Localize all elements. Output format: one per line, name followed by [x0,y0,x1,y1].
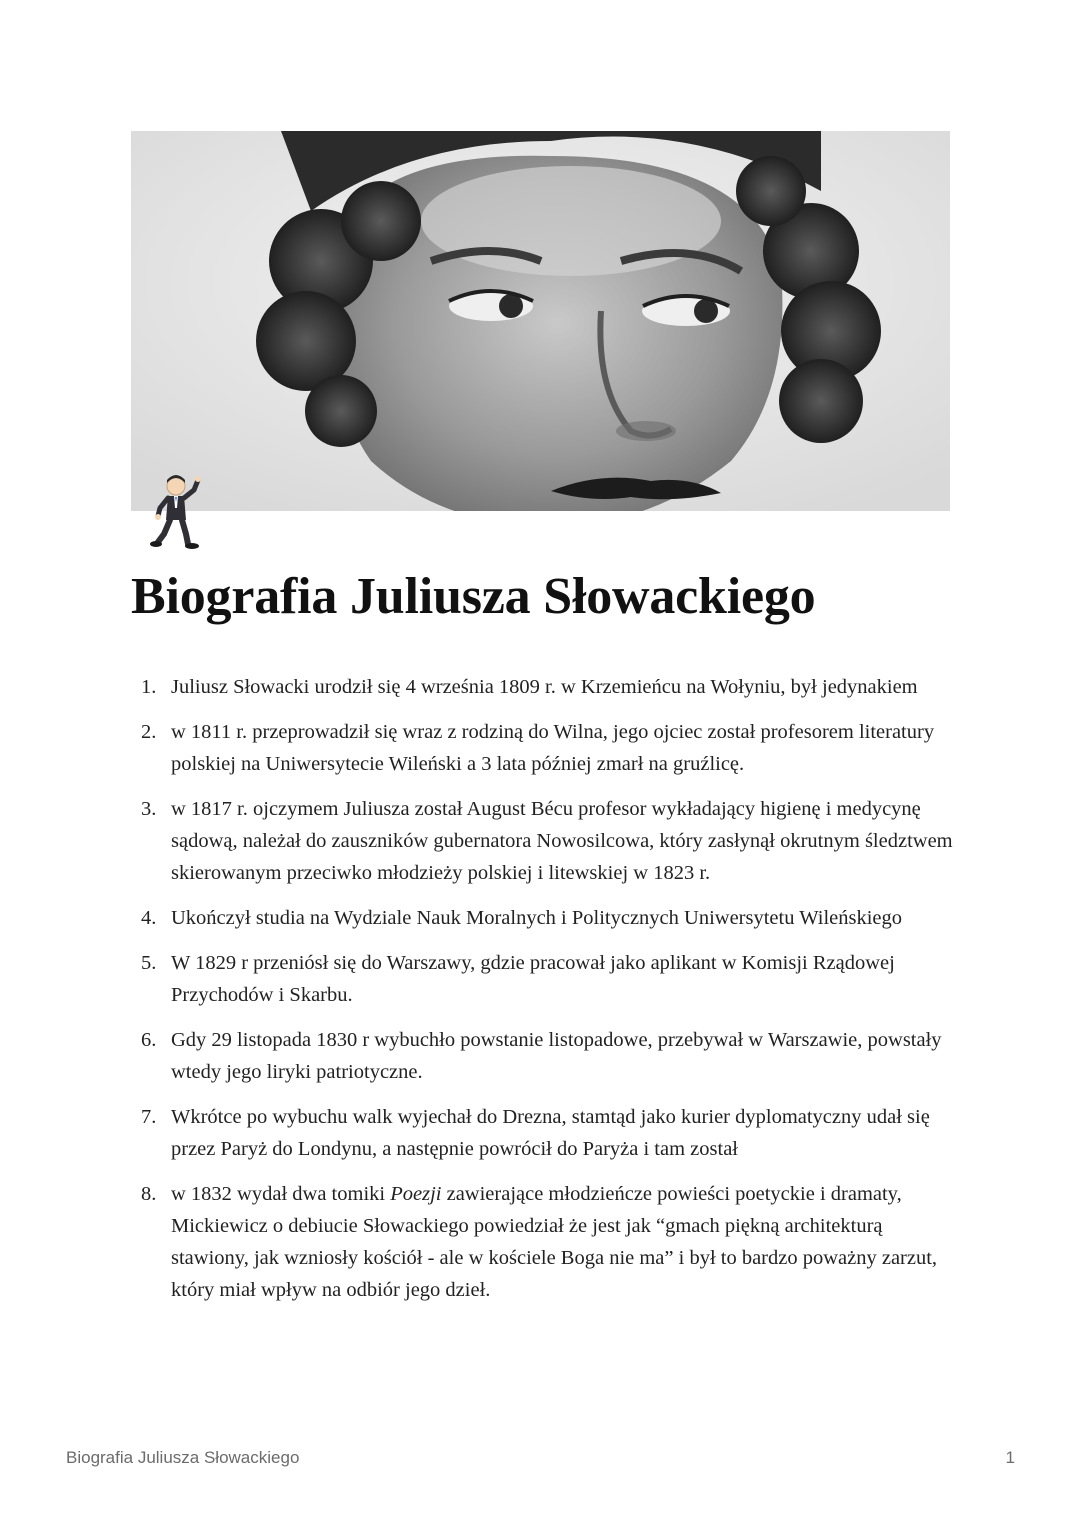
footer-document-title: Biografia Juliusza Słowackiego [66,1448,300,1467]
list-item-text: W 1829 r przeniósł się do Warszawy, gdzie pracował jako aplikant w Komisji Rządowej Przychodów i Skarbu. [171,952,895,1006]
list-item-number: 3. [141,798,157,820]
biography-list [131,671,956,1319]
list-item-text: Wkrótce po wybuchu walk wyjechał do Drezna, stamtąd jako kurier dyplomatyczny udał się przez Paryż do Londynu, a następnie powrócił do Paryża i tam został [171,1106,930,1160]
page-title: Biografia Juliusza Słowackiego [131,568,816,625]
list-item-text: w 1811 r. przeprowadził się wraz z rodziną do Wilna, jego ojciec został profesorem literatury polskiej na Uniwersytecie Wileński a 3 lata później zmarł na gruźlicę. [171,721,935,775]
footer-page-number: 1 [1005,1448,1015,1467]
list-item [131,1178,956,1306]
list-item-number: 1. [141,676,157,698]
list-item [131,947,956,1011]
list-item-number: 5. [141,952,157,974]
list-item [131,793,956,889]
list-item-number: 8. [141,1183,157,1205]
list-item-text-post: zawierające młodzieńcze powieści poetyckie i dramaty, Mickiewicz o debiucie Słowackiego powiedział że jest jak “gmach piękną architekturą stawiony, jak wzniosły kościół - ale w kościele Boga nie ma” i był to bardzo poważny zarzut, który miał wpływ na odbiór jego dzieł. [171,1183,938,1301]
list-item-text: w 1817 r. ojczymem Juliusza został August Bécu profesor wykładający higienę i medycynę sądową, należał do zauszników gubernatora Nowosilcowa, który zasłynął okrutnym śledztwem skierowanym przeciwko młodzieży polskiej i litewskiej w 1823 r. [171,798,953,884]
list-item-number: 2. [141,721,157,743]
list-item [131,1101,956,1165]
list-item-text-pre: w 1832 wydał dwa tomiki [171,1183,391,1205]
list-item-text-italic: Poezji [390,1183,442,1205]
list-item-number: 6. [141,1029,157,1051]
list-item-text: Juliusz Słowacki urodził się 4 września 1809 r. w Krzemieńcu na Wołyniu, był jedynakiem [171,676,918,698]
list-item-number: 7. [141,1106,157,1128]
dancing-man-icon [150,474,204,550]
list-item-text: Gdy 29 listopada 1830 r wybuchło powstanie listopadowe, przebywał w Warszawie, powstały wtedy jego liryki patriotyczne. [171,1029,942,1083]
list-item-text: Ukończył studia na Wydziale Nauk Moralnych i Politycznych Uniwersytetu Wileńskiego [171,907,903,929]
list-item [131,716,956,780]
list-item [131,1024,956,1088]
portrait-icon [131,131,950,511]
cover-portrait-image [131,131,950,511]
list-item [131,671,956,703]
list-item-number: 4. [141,907,157,929]
list-item [131,902,956,934]
